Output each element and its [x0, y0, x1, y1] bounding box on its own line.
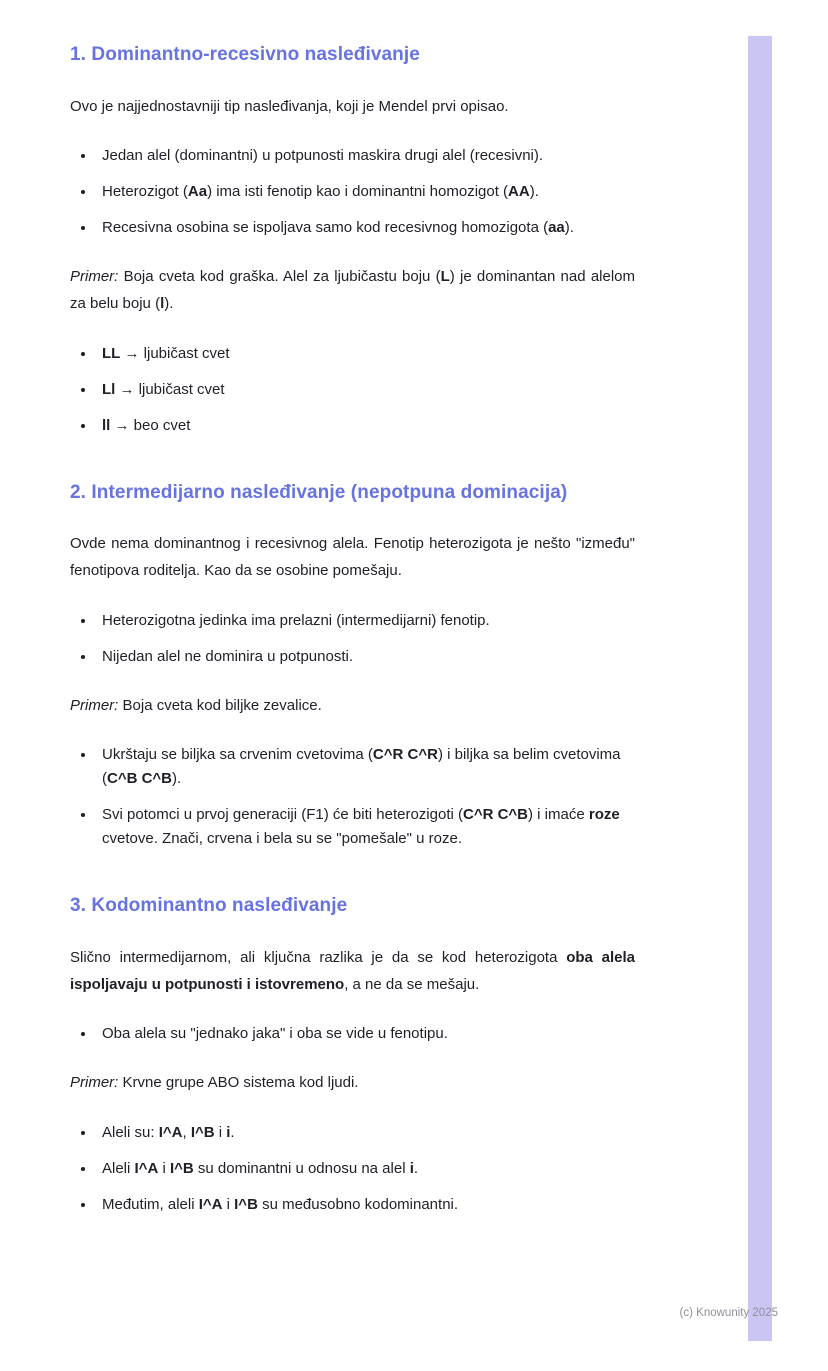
text-segment: Ll [102, 380, 116, 398]
bullet-list [74, 1022, 635, 1046]
text-segment: Međutim, aleli [102, 1196, 199, 1214]
bullet-list [74, 609, 635, 669]
text-segment: Recesivna osobina se ispoljava samo kod recesivnog homozigota ( [102, 219, 549, 237]
bullet-item [96, 1193, 635, 1217]
text-segment: → ljubičast cvet [115, 380, 225, 398]
bullet-item [96, 144, 635, 168]
text-segment: Heterozigotna jedinka ima prelazni (intermedijarni) fenotip. [102, 611, 490, 629]
text-segment: Nijedan alel ne dominira u potpunosti. [102, 647, 353, 665]
text-segment: . [230, 1124, 235, 1142]
text-segment: ). [164, 295, 174, 313]
text-segment: i [222, 1196, 235, 1214]
paragraph [70, 693, 635, 720]
text-segment: C^B C^B [107, 770, 173, 788]
text-segment: C^R C^B [462, 806, 529, 824]
text-segment: I^B [169, 1160, 194, 1178]
text-segment: Aleli [102, 1160, 135, 1178]
section-heading: 2. Intermedijarno nasleđivanje (nepotpuna dominacija) [70, 481, 568, 503]
paragraph [70, 945, 635, 998]
text-segment: l [160, 295, 165, 313]
text-segment: L [440, 268, 450, 286]
text-segment: ) je dominantan nad alelom za belu boju ( [70, 268, 636, 313]
bullet-item [96, 803, 635, 851]
bullet-item [96, 378, 635, 402]
bullet-list [74, 1121, 635, 1217]
section-heading: 1. Dominantno-recesivno nasleđivanje [70, 44, 420, 65]
text-segment: cvetove. Znači, crvena i bela su se "pomešale" u roze. [102, 830, 462, 848]
text-segment: i [214, 1124, 227, 1142]
text-segment: Primer: [70, 268, 119, 286]
text-segment: I^B [190, 1124, 215, 1142]
paragraph [70, 94, 635, 121]
text-segment: Boja cveta kod biljke zevalice. [118, 696, 322, 714]
text-segment: su međusobno kodominantni. [257, 1196, 459, 1214]
text-segment: Primer: [70, 1074, 119, 1092]
bullet-item [96, 1157, 635, 1181]
text-segment: Slično intermedijarnom, ali ključna razlika je da se kod heterozigota [70, 949, 567, 967]
text-segment: I^A [158, 1124, 183, 1142]
paragraph [70, 1070, 635, 1097]
text-segment: i [158, 1160, 170, 1178]
text-segment: ). [172, 770, 182, 788]
text-segment: . [413, 1160, 419, 1178]
text-segment: Aleli su: [102, 1124, 159, 1142]
bullet-list [74, 144, 635, 240]
bullet-list [74, 342, 635, 438]
bullet-item [96, 414, 635, 438]
text-segment: → beo cvet [110, 416, 191, 434]
section-heading: 3. Kodominantno nasleđivanje [70, 895, 348, 917]
text-segment: Primer: [70, 696, 119, 714]
text-segment: i [226, 1124, 231, 1142]
text-segment: C^R C^R [372, 746, 438, 764]
bullet-item [96, 1022, 635, 1046]
text-segment: Heterozigot ( [102, 183, 188, 201]
text-segment: ). [564, 219, 574, 237]
text-segment: su dominantni u odnosu na alel [193, 1160, 410, 1178]
text-segment: ) i imaće [528, 806, 589, 824]
text-segment: roze [588, 806, 620, 824]
text-segment: ) i biljka sa belim cvetovima ( [102, 746, 621, 788]
paragraph [70, 264, 635, 317]
text-segment: Ovde nema dominantnog i recesivnog alela. Fenotip heterozigota je nešto "između" fenotipova roditelja. Kao da se osobine pomešaju. [70, 535, 635, 580]
text-segment: → ljubičast cvet [120, 344, 230, 362]
text-segment: Ukrštaju se biljka sa crvenim cvetovima ( [102, 746, 373, 764]
text-segment: Ovo je najjednostavniji tip nasleđivanja, koji je Mendel prvi opisao. [70, 97, 509, 115]
bullet-item [96, 645, 635, 669]
text-segment: I^A [134, 1160, 159, 1178]
bullet-item [96, 216, 635, 240]
text-segment: AA [508, 183, 530, 201]
bullet-item [96, 609, 635, 633]
text-segment: I^A [198, 1196, 223, 1214]
bullet-item [96, 1121, 635, 1145]
bullet-item [96, 743, 635, 791]
text-segment: Oba alela su "jednako jaka" i oba se vide u fenotipu. [102, 1025, 448, 1043]
bullet-list [74, 743, 635, 851]
footer-copyright: (c) Knowunity 2025 [679, 1307, 778, 1320]
text-segment: I^B [234, 1196, 258, 1214]
bullet-item [96, 180, 635, 204]
text-segment: Svi potomci u prvoj generaciji (F1) će biti heterozigoti ( [102, 806, 463, 824]
text-segment: ). [529, 183, 539, 201]
text-segment: ll [102, 416, 111, 434]
text-segment: ) ima isti fenotip kao i dominantni homozigot ( [207, 183, 509, 201]
text-segment: Boja cveta kod graška. Alel za ljubičastu boju ( [118, 268, 441, 286]
text-segment: Aa [187, 183, 208, 201]
bullet-item [96, 342, 635, 366]
text-segment: , [182, 1124, 191, 1142]
text-segment: aa [548, 219, 565, 237]
text-segment: , a ne da se mešaju. [344, 975, 480, 993]
paragraph [70, 531, 635, 584]
text-segment: oba alela ispoljavaju u potpunosti i istovremeno [70, 949, 635, 993]
text-segment: Krvne grupe ABO sistema kod ljudi. [118, 1074, 359, 1092]
text-segment: LL [102, 344, 121, 362]
text-segment: i [409, 1160, 414, 1178]
text-segment: Jedan alel (dominantni) u potpunosti maskira drugi alel (recesivni). [102, 147, 544, 165]
